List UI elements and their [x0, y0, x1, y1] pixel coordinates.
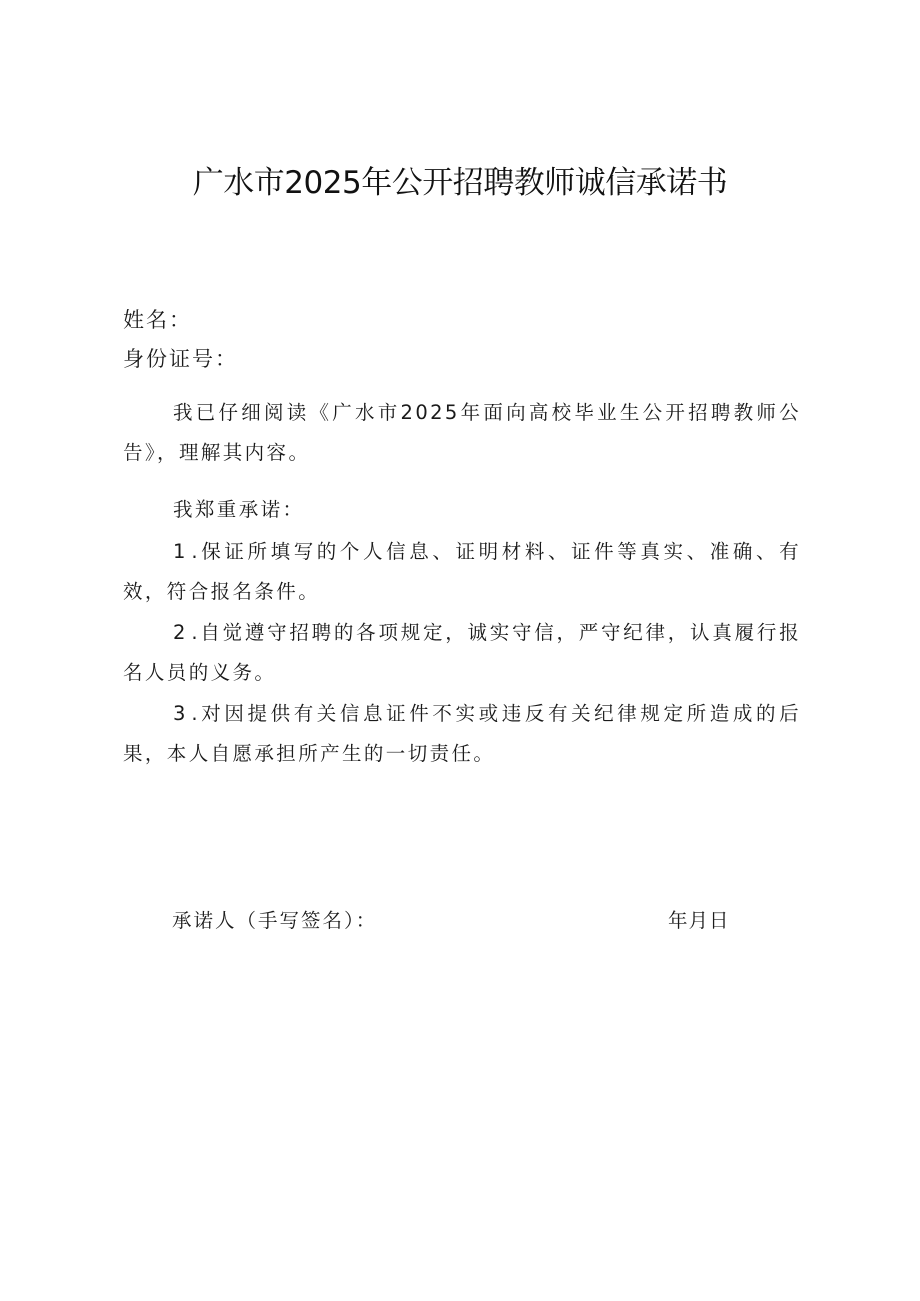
pledge-number: 3: [173, 702, 192, 725]
intro-paragraph: 我已仔细阅读《广水市2025年面向高校毕业生公开招聘教师公告》，理解其内容。: [123, 401, 801, 464]
pledge-heading: 我郑重承诺：: [173, 498, 305, 521]
name-field-label: 姓名：: [123, 308, 192, 332]
pledge-text: .保证所填写的个人信息、证明材料、证件等真实、准确、有效，符合报名条件。: [123, 540, 801, 603]
id-number-field-label: 身份证号：: [123, 347, 238, 371]
pledge-item-2: [123, 613, 801, 693]
pledge-item-3: [123, 694, 801, 774]
document-title: 广水市2025年公开招聘教师诚信承诺书: [192, 165, 728, 201]
pledge-text: .自觉遵守招聘的各项规定，诚实守信，严守纪律，认真履行报名人员的义务。: [123, 621, 801, 684]
pledge-text: .对因提供有关信息证件不实或违反有关纪律规定所造成的后果，本人自愿承担所产生的一切责任。: [123, 702, 801, 765]
signature-label: 承诺人（手写签名）：: [172, 909, 378, 932]
signature-date: 年月日: [668, 909, 730, 932]
pledge-number: 1: [173, 540, 192, 563]
pledge-number: 2: [173, 621, 192, 644]
pledge-item-1: [123, 532, 801, 612]
